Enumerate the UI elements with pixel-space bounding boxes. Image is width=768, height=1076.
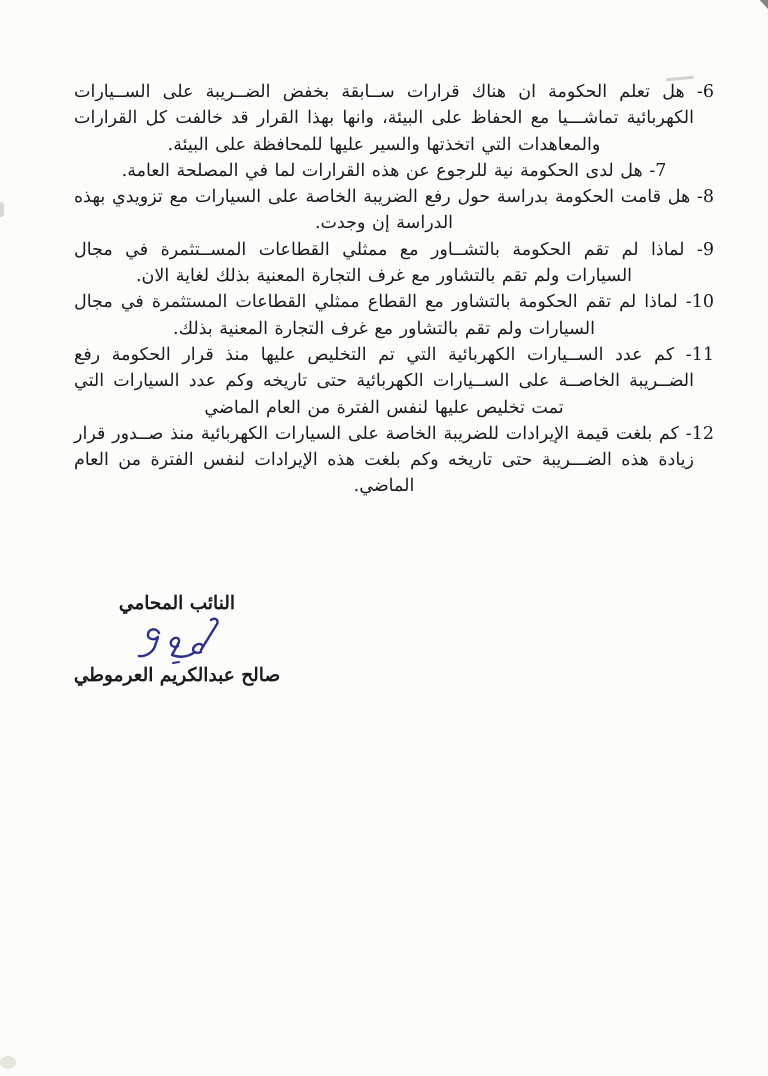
questions-list bbox=[74, 79, 714, 500]
signature-stroke-middle bbox=[171, 638, 195, 657]
signatory-name: صالح عبدالكريم العرموطي bbox=[73, 665, 281, 686]
signature-stroke-left bbox=[139, 629, 159, 656]
scan-artifact-left-edge bbox=[0, 202, 4, 217]
question-item-8: 8- هل قامت الحكومة بدراسة حول رفع الضريبة الخاصة على السيارات مع تزويدي بهذه الدراسة إن وجدت. bbox=[74, 187, 714, 234]
question-item-6: 6- هل تعلم الحكومة ان هناك قرارات ســابقة بخفض الضــريبة على الســيارات الكهربائية تماشـــيا مع الحفاظ على البيئة، وانها بهذا القرار قد خالفت كل القرارات والمعاهدات التي اتخذتها والسير عليها للمحافظة على البيئة. bbox=[74, 82, 714, 155]
scan-artifact-top-right bbox=[758, 0, 768, 9]
signature-stroke-right bbox=[193, 619, 217, 653]
scan-artifact-bottom-left bbox=[0, 1056, 16, 1069]
question-item-9: 9- لماذا لم تقم الحكومة بالتشــاور مع ممثلي القطاعات المســتثمرة في مجال السيارات ولم تقم بالتشاور مع غرف التجارة المعنية بذلك لغاية الان. bbox=[74, 239, 714, 287]
question-item-7: 7- هل لدى الحكومة نية للرجوع عن هذه القرارات لما في المصلحة العامة. bbox=[121, 160, 667, 181]
question-item-12: 12- كم بلغت قيمة الإيرادات للضريبة الخاصة على السيارات الكهربائية منذ صــدور قرار زيادة هذه الضـــريبة حتى تاريخه وكم بلغت هذه الإيرادات لنفس الفترة من العام الماضي. bbox=[74, 423, 714, 497]
question-item-10: 10- لماذا لم تقم الحكومة بالتشاور مع القطاع ممثلي القطاعات المستثمرة في مجال السيارات ولم تقم بالتشاور مع غرف التجارة المعنية بذلك. bbox=[74, 292, 714, 339]
signature-stroke-dash bbox=[173, 662, 179, 663]
question-item-11: 11- كم عدد الســيارات الكهربائية التي تم التخليص عليها منذ قرار الحكومة رفع الضــريبة الخاصــة على الســيارات الكهربائية حتى تاريخه وكم عدد السيارات التي تمت تخليص عليها لنفس الفترة من العام الماضي bbox=[74, 344, 714, 418]
handwritten-signature-icon bbox=[121, 616, 233, 666]
signatory-title: النائب المحامي bbox=[118, 593, 236, 614]
signature-block bbox=[52, 592, 302, 688]
